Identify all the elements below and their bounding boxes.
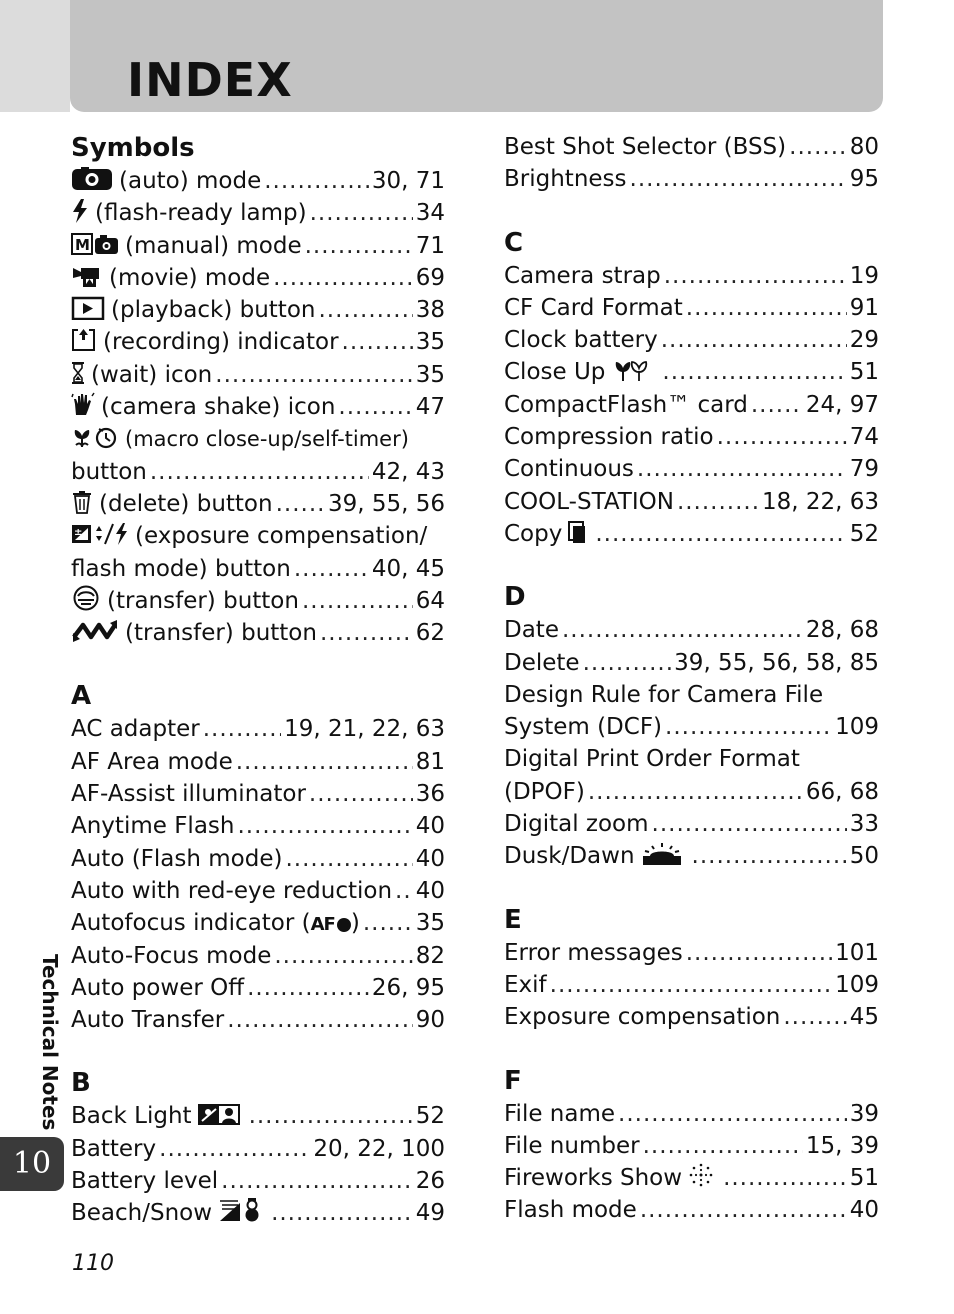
section-heading-f: F [504, 1065, 522, 1096]
index-entry: File name ..... 39 [504, 1098, 879, 1130]
section-heading-e: E [504, 904, 522, 935]
index-entry: AF Area mode ..... 81 [71, 746, 445, 778]
index-entry: Digital Print Order Format [504, 746, 800, 773]
left-column [71, 131, 445, 1230]
index-entry: Autofocus indicator ( AF ) ..... 35 [71, 907, 445, 939]
flash-icon [71, 199, 89, 232]
camera-auto-icon [71, 167, 113, 200]
index-entry: File number ..... 15, 39 [504, 1130, 879, 1162]
fireworks-icon [688, 1162, 714, 1197]
index-entry: Compression ratio ..... 74 [504, 421, 879, 453]
index-entry: AC adapter ..... 19, 21, 22, 63 [71, 713, 445, 745]
index-entry: Back Light ..... 52 [71, 1100, 445, 1132]
index-entry: Exif ..... 109 [504, 969, 879, 1001]
index-entry: Design Rule for Camera File [504, 681, 824, 708]
page-number: 110 [72, 1251, 114, 1276]
index-entry: Auto Transfer ..... 90 [71, 1004, 445, 1036]
manual-camera-icon [71, 232, 119, 265]
af-indicator-icon: AF [311, 909, 351, 941]
copy-icon [568, 520, 586, 553]
index-entry: (auto) mode ..... 30, 71 [71, 165, 445, 197]
index-entry: (recording) indicator ..... 35 [71, 326, 445, 358]
back-light-icon [198, 1102, 240, 1135]
recording-icon [71, 326, 97, 361]
index-entry: (macro close-up/self-timer) [71, 423, 445, 455]
playback-icon [71, 296, 105, 329]
index-entry: CompactFlash™ card ..... 24, 97 [504, 389, 879, 421]
index-entry: (wait) icon ..... 35 [71, 359, 445, 391]
index-entry: Clock battery ..... 29 [504, 324, 879, 356]
beach-snow-icon [218, 1197, 262, 1232]
index-entry: Auto-Focus mode ..... 82 [71, 940, 445, 972]
index-entry: COOL-STATION ..... 18, 22, 63 [504, 486, 879, 518]
index-entry: Delete ..... 39, 55, 56, 58, 85 [504, 647, 879, 679]
transfer-round-icon [71, 585, 101, 620]
index-entry: (movie) mode ..... 69 [71, 262, 445, 294]
index-entry: Error messages ..... 101 [504, 937, 879, 969]
index-entry: button ..... 42, 43 [71, 456, 445, 488]
index-entry: Fireworks Show ..... 51 [504, 1162, 879, 1194]
exposure-flash-icon [71, 522, 129, 555]
hourglass-icon [71, 361, 85, 394]
macro-timer-icon [71, 425, 119, 458]
page-title: INDEX [127, 53, 293, 107]
index-entry: Auto power Off ..... 26, 95 [71, 972, 445, 1004]
index-entry: Dusk/Dawn ..... 50 [504, 840, 879, 872]
index-entry: Brightness ..... 95 [504, 163, 879, 195]
index-entry: (playback) button ..... 38 [71, 294, 445, 326]
index-entry: Date ..... 28, 68 [504, 614, 879, 646]
index-entry: AF-Assist illuminator ..... 36 [71, 778, 445, 810]
index-entry: Battery ..... 20, 22, 100 [71, 1133, 445, 1165]
index-entry: Digital zoom ..... 33 [504, 808, 879, 840]
section-heading-c: C [504, 227, 524, 258]
right-column [504, 131, 879, 1227]
index-entry: Anytime Flash ..... 40 [71, 810, 445, 842]
index-entry: ± (exposure compensation/ [71, 520, 445, 552]
index-entry: Copy ..... 52 [504, 518, 879, 550]
index-entry: Flash mode ..... 40 [504, 1194, 879, 1226]
section-heading-a: A [71, 681, 92, 712]
index-entry: flash mode) button ..... 40, 45 [71, 553, 445, 585]
svg-text:M: M [75, 235, 90, 254]
index-entry: M (manual) mode ..... 71 [71, 230, 445, 262]
index-entry: System (DCF) ..... 109 [504, 711, 879, 743]
index-entry: Continuous ..... 79 [504, 453, 879, 485]
trash-icon [71, 490, 93, 523]
index-entry: Exposure compensation ..... 45 [504, 1001, 879, 1033]
index-entry: (camera shake) icon ..... 47 [71, 391, 445, 423]
index-entry: Camera strap ..... 19 [504, 260, 879, 292]
header-tab [0, 0, 70, 112]
index-entry: Best Shot Selector (BSS) ..... 80 [504, 131, 879, 163]
index-entry: (transfer) button ..... 64 [71, 585, 445, 617]
dusk-dawn-icon [641, 842, 683, 875]
index-entry: (delete) button ..... 39, 55, 56 [71, 488, 445, 520]
section-side-label: Technical Notes [38, 954, 62, 1131]
index-entry: (DPOF) ..... 66, 68 [504, 776, 879, 808]
index-entry: Auto (Flash mode) ..... 40 [71, 843, 445, 875]
svg-text:±: ± [74, 527, 83, 539]
transfer-wave-icon [71, 619, 119, 652]
index-entry: Battery level ..... 26 [71, 1165, 445, 1197]
chapter-tab: 10 [0, 1137, 64, 1191]
index-entry: Beach/Snow ..... 49 [71, 1197, 445, 1229]
section-heading-d: D [504, 582, 526, 613]
index-entry: Auto with red-eye reduction ..... 40 [71, 875, 445, 907]
index-entry: (transfer) button ..... 62 [71, 617, 445, 649]
index-entry: Close Up ..... 51 [504, 356, 879, 388]
close-up-icon [611, 358, 653, 391]
movie-icon [71, 264, 103, 297]
section-heading-symbols: Symbols [71, 133, 195, 163]
index-entry: (flash-ready lamp) ..... 34 [71, 197, 445, 229]
hand-shake-icon [71, 391, 95, 426]
index-entry: CF Card Format ..... 91 [504, 292, 879, 324]
section-heading-b: B [71, 1068, 91, 1099]
